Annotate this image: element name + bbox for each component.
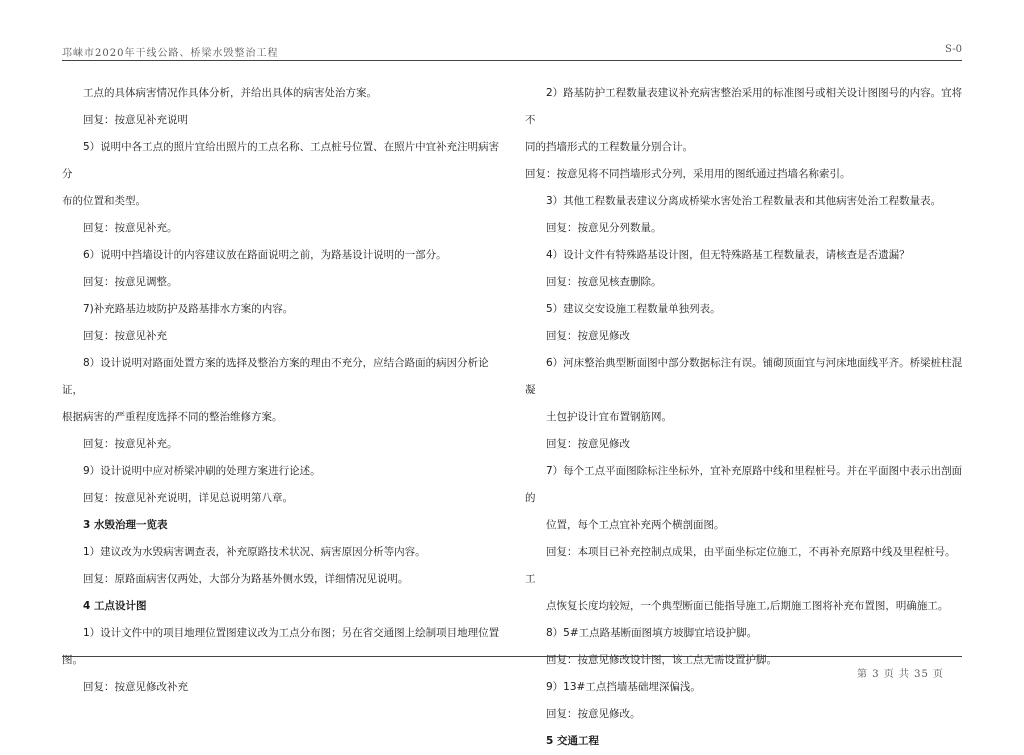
header-code: S-0 — [945, 44, 962, 55]
section-heading: 5 交通工程 — [546, 735, 599, 747]
paragraph: 5）说明中各工点的照片宜给出照片的工点名称、工点桩号位置、在照片中宜补充注明病害分 — [62, 141, 500, 180]
reply-line: 回复：按意见修改 — [546, 438, 630, 450]
reply-line: 回复：按意见补充说明 — [83, 114, 188, 126]
paragraph: 7）每个工点平面图除标注坐标外，宜补充原路中线和里程桩号。并在平面图中表示出剖面的 — [525, 465, 963, 504]
paragraph: 2）路基防护工程数量表建议补充病害整治采用的标准图号或相关设计图图号的内容。宜将不 — [525, 87, 963, 126]
paragraph: 工点的具体病害情况作具体分析，并给出具体的病害处治方案。 — [83, 87, 377, 99]
paragraph: 9）设计说明中应对桥梁冲刷的处理方案进行论述。 — [83, 465, 321, 477]
footer-divider — [62, 656, 962, 657]
reply-line: 回复：按意见修改 — [546, 330, 630, 342]
paragraph: 4）设计文件有特殊路基设计图，但无特殊路基工程数量表，请核查是否遗漏？ — [546, 249, 910, 261]
reply-line: 回复：原路面病害仅两处，大部分为路基外侧水毁，详细情况见说明。 — [83, 573, 409, 585]
reply-line: 回复：按意见核查删除。 — [546, 276, 662, 288]
paragraph: 土包护设计宜布置钢筋网。 — [546, 411, 672, 423]
paragraph: 根据病害的严重程度选择不同的整治维修方案。 — [62, 411, 283, 423]
paragraph: 5）建议交安设施工程数量单独列表。 — [546, 303, 721, 315]
reply-line: 回复：按意见补充说明，详见总说明第八章。 — [83, 492, 293, 504]
page-header — [62, 40, 962, 61]
paragraph: 8）设计说明对路面处置方案的选择及整治方案的理由不充分，应结合路面的病因分析论证， — [62, 357, 489, 396]
reply-line: 回复：按意见分列数量。 — [546, 222, 662, 234]
right-column — [525, 80, 965, 755]
reply-line: 回复：按意见将不同挡墙形式分列，采用用的图纸通过挡墙名称索引。 — [525, 168, 851, 180]
paragraph: 8）5#工点路基断面图填方坡脚宜培设护脚。 — [546, 627, 758, 639]
paragraph: 9）13#工点挡墙基础埋深偏浅。 — [546, 681, 701, 693]
page-number: 第 3 页 共 35 页 — [857, 669, 944, 680]
paragraph: 6）说明中挡墙设计的内容建议放在路面说明之前，为路基设计说明的一部分。 — [83, 249, 447, 261]
paragraph: 7)补充路基边坡防护及路基排水方案的内容。 — [83, 303, 294, 315]
section-heading: 3 水毁治理一览表 — [83, 519, 168, 531]
reply-line: 点恢复长度均较短，一个典型断面已能指导施工,后期施工图将补充布置图，明确施工。 — [546, 600, 949, 612]
paragraph: 1）设计文件中的项目地理位置图建议改为工点分布图；另在省交通图上绘制项目地理位置 — [83, 627, 500, 639]
section-heading: 4 工点设计图 — [83, 600, 147, 612]
paragraph: 图。 — [62, 654, 83, 666]
reply-line: 回复：按意见修改补充 — [83, 681, 188, 693]
reply-line: 回复：按意见修改设计图，该工点无需设置护脚。 — [546, 654, 777, 666]
paragraph: 位置，每个工点宜补充两个横剖面图。 — [546, 519, 725, 531]
paragraph: 6）河床整治典型断面图中部分数据标注有误。铺砌顶面宜与河床地面线平齐。桥梁桩柱混凝 — [525, 357, 963, 396]
reply-line: 回复：本项目已补充控制点成果，由平面坐标定位施工，不再补充原路中线及里程桩号。工 — [525, 546, 956, 585]
reply-line: 回复：按意见补充 — [83, 330, 167, 342]
left-column — [62, 80, 506, 701]
reply-line: 回复：按意见补充。 — [83, 438, 178, 450]
paragraph: 布的位置和类型。 — [62, 195, 146, 207]
reply-line: 回复：按意见修改。 — [546, 708, 641, 720]
header-title: 邛崃市2020年干线公路、桥梁水毁整治工程 — [62, 48, 279, 59]
paragraph: 同的挡墙形式的工程数量分别合计。 — [525, 141, 693, 153]
reply-line: 回复：按意见调整。 — [83, 276, 178, 288]
paragraph: 3）其他工程数量表建议分离成桥梁水害处治工程数量表和其他病害处治工程数量表。 — [546, 195, 942, 207]
reply-line: 回复：按意见补充。 — [83, 222, 178, 234]
paragraph: 1）建议改为水毁病害调查表，补充原路技术状况、病害原因分析等内容。 — [83, 546, 426, 558]
